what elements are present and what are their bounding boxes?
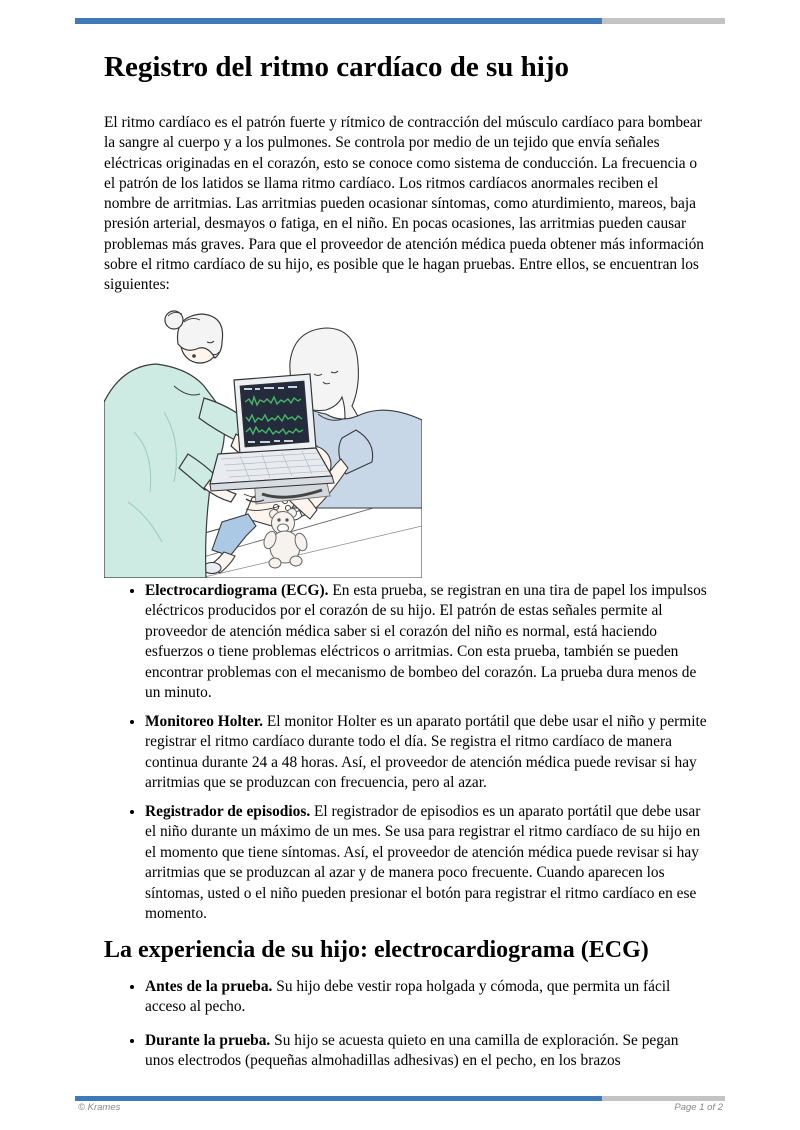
list-item	[145, 802, 708, 925]
header-rule-gray-segment	[602, 18, 725, 24]
page-number: Page 1 of 2	[674, 1102, 723, 1113]
footer-rule	[75, 1096, 725, 1101]
document-body	[104, 49, 705, 1085]
test-list	[104, 581, 705, 925]
step-description: Su hijo se acuesta quieto en una camilla de exploración. Se pegan unos electrodos (pequeñas almohadillas adhesivas) en el pecho, en los brazos	[145, 1031, 679, 1070]
ecg-scene-illustration	[104, 302, 422, 578]
experience-list	[104, 977, 705, 1072]
section-heading: La experiencia de su hijo: electrocardiograma (ECG)	[104, 936, 649, 963]
laptop-screen	[240, 381, 309, 447]
test-description: El monitor Holter es un aparato portátil que debe usar el niño y permite registrar el ritmo cardíaco durante todo el día. Se registra el ritmo cardíaco de manera continua durante 24 a 48 horas. Así, el proveedor de atención médica puede revisar si hay arritmias que se produzcan con frecuencia, pero al azar.	[145, 712, 707, 792]
copyright-notice: © Krames	[78, 1102, 121, 1113]
intro-paragraph: El ritmo cardíaco es el patrón fuerte y rítmico de contracción del músculo cardíaco para bombear la sangre al cuerpo y a los pulmones. Se controla por medio de un tejido que envía señales eléctricas originadas en el corazón, esto se conoce como sistema de conducción. La frecuencia o el patrón de los latidos se llama ritmo cardíaco. Los ritmos cardíacos anormales reciben el nombre de arritmias. Las arritmias pueden ocasionar síntomas, como aturdimiento, mareos, baja presión arterial, desmayos o fatiga, en el niño. En pocas ocasiones, las arritmias pueden causar problemas más graves. Para que el proveedor de atención médica pueda obtener más información sobre el ritmo cardíaco de su hijo, es posible que le hagan pruebas. Entre ellos, se encuentran los siguientes:	[104, 114, 705, 294]
step-name: Durante la prueba.	[145, 1031, 271, 1049]
test-name: Registrador de episodios.	[145, 802, 311, 820]
list-item	[145, 581, 708, 704]
page-title: Registro del ritmo cardíaco de su hijo	[104, 51, 570, 83]
footer-rule-gray-segment	[602, 1096, 725, 1101]
test-description: El registrador de episodios es un aparato portátil que debe usar el niño durante un máximo de un mes. Se usa para registrar el ritmo cardíaco de su hijo en el momento que tiene síntomas. Así, el proveedor de atención médica puede revisar si hay arritmias que se produzcan al azar y de manera poco frecuente. Cuando aparecen los síntomas, usted o el niño pueden presionar el botón para registrar el ritmo cardíaco en ese momento.	[145, 802, 701, 923]
test-description: En esta prueba, se registran en una tira de papel los impulsos eléctricos producidos por el corazón de su hijo. El patrón de estas señales permite al proveedor de atención médica saber si el corazón del niño es normal, está haciendo esfuerzos o tiene problemas eléctricos o arritmias. Con esta prueba, también se pueden encontrar problemas con el mecanismo de bombeo del corazón. La prueba dura menos de un minuto.	[145, 581, 707, 702]
header-rule-blue-segment	[75, 18, 602, 24]
header-rule	[75, 18, 725, 24]
list-item	[145, 1031, 708, 1072]
test-name: Electrocardiograma (ECG).	[145, 581, 329, 599]
ecg-scene-drawing	[104, 302, 422, 578]
step-description: Su hijo debe vestir ropa holgada y cómoda, que permita un fácil acceso al pecho.	[145, 977, 671, 1016]
list-item	[145, 977, 708, 1018]
test-name: Monitoreo Holter.	[145, 712, 263, 730]
footer-rule-blue-segment	[75, 1096, 602, 1101]
list-item	[145, 712, 708, 794]
step-name: Antes de la prueba.	[145, 977, 273, 995]
